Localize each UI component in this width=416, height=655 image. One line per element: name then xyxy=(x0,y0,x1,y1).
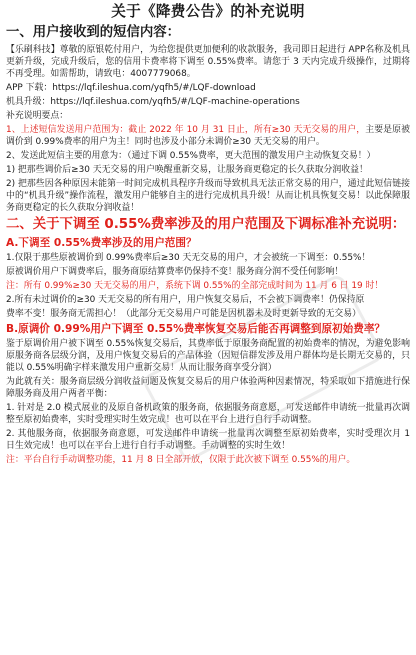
a1-line1: 1.仅限于那些原被调价到 0.99%费率后≥30 天无交易的用户，才会被统一下调至：0.55%！ xyxy=(6,253,371,263)
point2: 2、发送此短信主要的用意为：（通过下调 0.55%费率，更大范围的激发用户主动恢复交易！） xyxy=(6,151,376,161)
a1-line2: 原被调价用户下调费率后，服务商原结算费率仍保持不变！服务商分润不受任何影响！ xyxy=(6,267,344,277)
measure-2: 2. 其他服务商，依据服务商意愿，可发送邮件申请统一批量再次调整至原初始费率，实时受理次月 1 日生效完成！也可以在平台上进行自行手动调整。手动调整的实时生效！ xyxy=(6,429,410,451)
section2-heading: 二、关于下调至 0.55%费率涉及的用户范围及下调标准补充说明： xyxy=(6,217,406,232)
section1-heading: 一、用户接收到的短信内容： xyxy=(6,25,181,40)
subheading-a: A.下调至 0.55%费率涉及的用户范围？ xyxy=(6,237,197,249)
a2-line2: 费率不变！服务商无需担心！（此部分无交易用户可能是因机器未及时更新导致的无交易） xyxy=(6,309,361,319)
final-note: 注：平台自行手动调整功能，11 月 8 日全部开放，仅限于此次被下调至 0.55%的用户。 xyxy=(6,455,356,465)
point1 xyxy=(6,124,410,148)
explain-heading: 补充说明要点： xyxy=(6,111,69,121)
subheading-b: B.原调价 0.99%用户下调至 0.55%费率恢复交易后能否再调整到原初始费率？ xyxy=(6,323,386,335)
machine-upgrade-line: 机具升级：https://lqf.ileshua.com/yqfh5/#/LQF-machine-operations xyxy=(6,97,300,107)
point2-2: 2) 把那些因各种原因未能第一时间完成机具程序升级而导致机具无法正常交易的用户，通过此短信链接中的“机具升级”操作流程，激发用户能够自主的进行完成机具升级！从而让机具恢复交易！以此保障服务商更稳定的长久获取分润收益！ xyxy=(6,179,410,213)
app-download-line: APP 下载：https://lqf.ileshua.com/yqfh5/#/LQF-download xyxy=(6,83,256,93)
b1-paragraph: 鉴于原调价用户被下调至 0.55%恢复交易后，其费率低于原服务商配置的初始费率的情况，为避免影响原服务商各层级分润，及用户恢复交易后的产品体验（因短信群发涉及用户群体均是长期无交易的，只能以 0.55%明确字样来激发用户重新交易！从而让服务商享受分润） xyxy=(6,339,410,373)
measure-1: 1. 针对是 2.0 模式展业的及原自备机政策的服务商，依据服务商意愿，可发送邮件申请统一批量再次调整至原初始费率，实时受理实时生效完成！也可以在平台上进行自行手动调整。 xyxy=(6,403,410,425)
a1-note: 注：所有 0.99%≥30 天无交易的用户，系统下调 0.55%的全部完成时间为 11 月 6 日 19 时！ xyxy=(6,281,384,291)
page-title: 关于《降费公告》的补充说明 xyxy=(111,3,305,20)
a2-line1: 2.所有未过调价的≥30 天无交易的所有用户，用户恢复交易后，不会被下调费率！仍保持原 xyxy=(6,295,365,305)
point1-rest: 主要是原被调价到 0.99%费率的用户为主！同时也涉及小部分未调价≥30 天无交易的用户。 xyxy=(6,125,410,147)
sms-content: 【乐刷科技】尊敬的原银乾付用户，为给您提供更加便利的收款服务，我司即日起进行 APP名称及机具更新升级，完成升级后，您的信用卡费率将下调至 0.55%费率。请您于 3 天内完成升级操作，过期将不再受理。如需帮助，请致电：4007779068。 xyxy=(6,45,410,79)
point1-red: 1、上述短信发送用户范围为：截止 2022 年 10 月 31 日止，所有≥30 天无交易的用户， xyxy=(6,125,366,135)
b2-paragraph: 为此就有关：服务商层级分润收益问题及恢复交易后的用户体验两种因素情况，特采取如下措施进行保障服务商及用户两者平衡： xyxy=(6,377,410,399)
point2-1: 1) 把那些调价后≥30 天无交易的用户唤醒重新交易，让服务商更稳定的长久获取分润收益！ xyxy=(6,165,368,175)
